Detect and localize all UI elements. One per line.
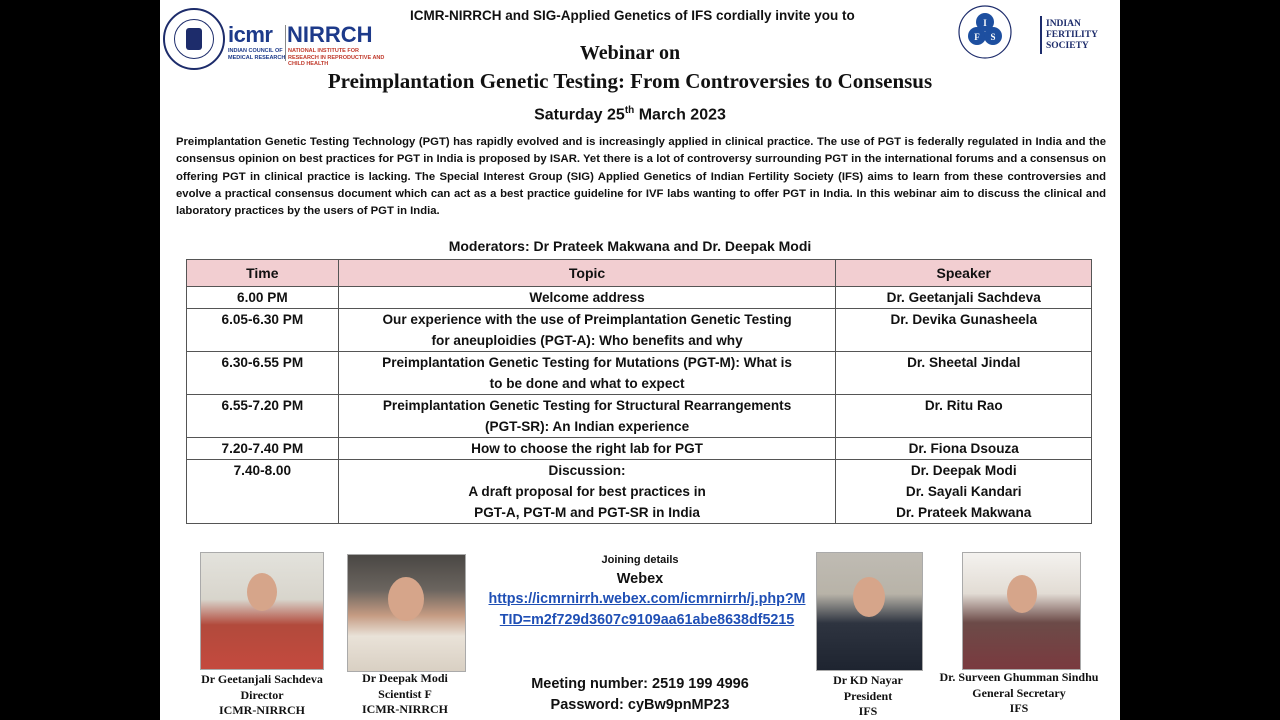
row-speaker <box>836 287 1092 309</box>
topic-line: Preimplantation Genetic Testing for Mutations (PGT-M): What is <box>382 355 792 370</box>
person-caption <box>808 673 928 720</box>
person-role: General Secretary <box>972 685 1066 700</box>
row-topic <box>338 309 836 352</box>
joining-details-label: Joining details <box>601 554 679 566</box>
nirrch-logo-subtitle: NATIONAL INSTITUTE FOR RESEARCH IN REPRODUCTIVE AND CHILD HEALTH <box>288 48 385 67</box>
row-topic <box>338 287 836 309</box>
inviter-line: ICMR-NIRRCH and SIG-Applied Genetics of IFS cordially invite you to <box>410 8 855 23</box>
icmr-logo-text: icmr <box>228 22 273 47</box>
topic-line: Welcome address <box>529 290 645 305</box>
topic-line: A draft proposal for best practices in <box>468 484 706 499</box>
ifs-seal-letter-s: S <box>990 32 996 42</box>
ifs-text-line-2: FERTILITY <box>1046 30 1098 40</box>
icmr-logo-subtitle: INDIAN COUNCIL OF MEDICAL RESEARCH <box>228 48 286 61</box>
person-role: Scientist F <box>378 686 432 701</box>
topic-line: Our experience with the use of Preimplantation Genetic Testing <box>382 312 792 327</box>
ifs-text-line-3: SOCIETY <box>1046 41 1089 51</box>
topic-line: for aneuploidies (PGT-A): Who benefits and why <box>431 333 743 348</box>
row-speaker <box>836 438 1092 460</box>
webinar-date <box>160 105 1100 124</box>
table-row <box>187 309 1092 352</box>
row-time: 7.20-7.40 PM <box>187 438 339 460</box>
webinar-title: Preimplantation Genetic Testing: From Controversies to Consensus <box>327 69 933 93</box>
ifs-seal-letter-f: F <box>974 32 980 42</box>
schedule-table <box>186 259 1092 524</box>
speaker-line: Dr. Ritu Rao <box>924 398 1003 413</box>
date-prefix: Saturday 25 <box>534 106 625 124</box>
speaker-line: Dr. Sayali Kandari <box>905 484 1022 499</box>
row-topic <box>338 395 836 438</box>
speaker-line: Dr. Sheetal Jindal <box>907 355 1021 370</box>
person-name: Dr Geetanjali Sachdeva <box>201 672 323 686</box>
row-time: 6.00 PM <box>187 287 339 309</box>
row-time: 6.05-6.30 PM <box>187 309 339 352</box>
header-speaker: Speaker <box>836 260 1092 287</box>
person-photo-deepak <box>347 554 466 672</box>
webex-meeting-link[interactable]: https://icmrnirrh.webex.com/icmrnirrh/j.php?MTID=m2f729d3607c9109aa61abe8638df5215 <box>488 591 806 628</box>
person-org: ICMR-NIRRCH <box>219 703 305 717</box>
topic-line: to be done and what to expect <box>489 376 685 391</box>
person-caption <box>924 670 1114 717</box>
table-row <box>187 438 1092 460</box>
table-row <box>187 460 1092 524</box>
speaker-line: Dr. Fiona Dsouza <box>908 441 1019 456</box>
person-caption <box>330 671 480 718</box>
person-role: President <box>843 688 893 703</box>
person-org: IFS <box>858 704 878 718</box>
row-topic <box>338 438 836 460</box>
speaker-line: Dr. Geetanjali Sachdeva <box>886 290 1041 305</box>
table-row <box>187 287 1092 309</box>
table-row <box>187 395 1092 438</box>
person-org: ICMR-NIRRCH <box>362 702 448 716</box>
row-time: 6.55-7.20 PM <box>187 395 339 438</box>
meeting-password: Password: cyBw9pnMP23 <box>550 697 730 713</box>
topic-line: How to choose the right lab for PGT <box>471 441 703 456</box>
table-row <box>187 352 1092 395</box>
speaker-line: Dr. Deepak Modi <box>910 463 1017 478</box>
topic-line: Discussion: <box>548 463 626 478</box>
person-role: Director <box>240 687 284 702</box>
row-speaker <box>836 460 1092 524</box>
platform-label: Webex <box>616 571 664 587</box>
meeting-number: Meeting number: 2519 199 4996 <box>531 676 749 692</box>
person-caption <box>182 672 342 719</box>
person-name: Dr. Surveen Ghumman Sindhu <box>939 670 1099 684</box>
person-name: Dr KD Nayar <box>833 673 903 687</box>
row-time: 7.40-8.00 <box>187 460 339 524</box>
topic-line: (PGT-SR): An Indian experience <box>484 419 690 434</box>
ifs-seal-letter-i: I <box>983 18 987 28</box>
person-photo-surveen <box>962 552 1081 670</box>
speaker-line: Dr. Prateek Makwana <box>896 505 1032 520</box>
moderators-line: Moderators: Dr Prateek Makwana and Dr. Deepak Modi <box>448 238 812 254</box>
person-name: Dr Deepak Modi <box>362 671 448 685</box>
header-time: Time <box>187 260 339 287</box>
person-photo-kd-nayar <box>816 552 923 671</box>
header-topic: Topic <box>338 260 836 287</box>
row-speaker <box>836 395 1092 438</box>
topic-line: PGT-A, PGT-M and PGT-SR in India <box>474 505 700 520</box>
person-photo-geetanjali <box>200 552 324 670</box>
row-topic <box>338 460 836 524</box>
row-time: 6.30-6.55 PM <box>187 352 339 395</box>
invitation-page <box>160 0 1120 720</box>
date-suffix-sup: th <box>624 105 635 116</box>
topic-line: Preimplantation Genetic Testing for Structural Rearrangements <box>382 398 792 413</box>
table-header-row <box>187 260 1092 287</box>
nirrch-logo-text: NIRRCH <box>287 22 373 47</box>
date-suffix: March 2023 <box>634 106 726 124</box>
row-speaker <box>836 309 1092 352</box>
webinar-on-label: Webinar on <box>579 42 681 64</box>
speaker-line: Dr. Devika Gunasheela <box>890 312 1038 327</box>
person-org: IFS <box>1009 701 1029 715</box>
ifs-text-line-1: INDIAN <box>1046 19 1081 29</box>
row-speaker <box>836 352 1092 395</box>
row-topic <box>338 352 836 395</box>
intro-paragraph: Preimplantation Genetic Testing Technology (PGT) has rapidly evolved and is increasingly applied in clinical practice. The use of PGT is federally regulated in India and the consensus opinion on best practices for PGT in India is proposed by ISAR. Yet there is a lot of controversy surrounding PGT in the international forums and a consensus on offering PGT in clinical practice is lacking. The Special Interest Group (SIG) Applied Genetics of Indian Fertility Society (IFS) aims to learn from these controversies and evolve a practical consensus document which can act as a best practice guideline for IVF labs wanting to offer PGT in India. In this webinar aim to discuss the clinical and laboratory practices by the users of PGT in India. <box>176 136 1106 218</box>
